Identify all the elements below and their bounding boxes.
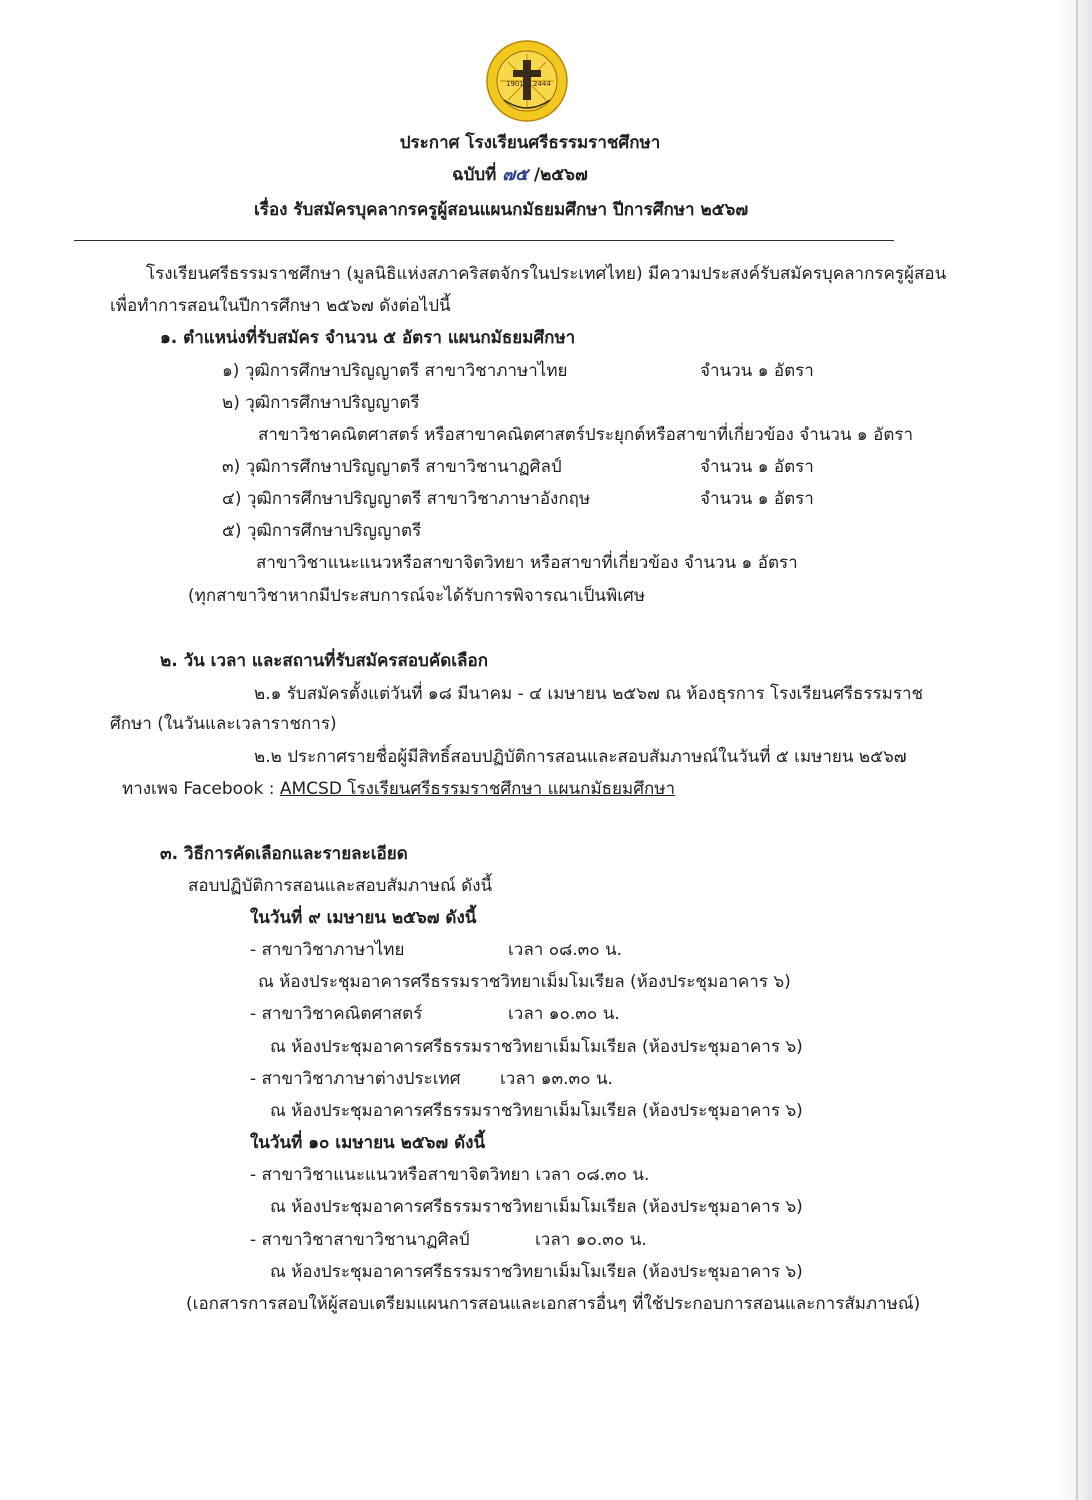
position-5-detail: สาขาวิชาแนะแนวหรือสาขาจิตวิทยา หรือสาขาที่เกี่ยวข้อง จำนวน ๑ อัตรา — [256, 553, 798, 573]
position-1-count: จำนวน ๑ อัตรา — [700, 361, 814, 381]
day1-foreign-lang-place: ณ ห้องประชุมอาคารศรีธรรมราชวิทยาเม็มโมเรียล (ห้องประชุมอาคาร ๖) — [270, 1101, 803, 1121]
announcement-date-line: ๒.๒ ประกาศรายชื่อผู้มีสิทธิ์สอบปฏิบัติการสอนและสอบสัมภาษณ์ในวันที่ ๕ เมษายน ๒๕๖๗ — [254, 747, 907, 767]
announcement-title: ประกาศ โรงเรียนศรีธรรมราชศึกษา — [399, 133, 661, 153]
section3-heading: ๓. วิธีการคัดเลือกและรายละเอียด — [160, 844, 408, 864]
position-3: ๓) วุฒิการศึกษาปริญญาตรี สาขาวิชานาฏศิลป์ — [222, 457, 562, 477]
issue-number-handwritten: ๗๕ — [502, 165, 528, 185]
issue-suffix: /๒๕๖๗ — [533, 165, 588, 185]
facebook-page-link[interactable]: AMCSD โรงเรียนศรีธรรมราชศึกษา แผนกมัธยมศึกษา — [279, 779, 676, 799]
day1-heading: ในวันที่ ๙ เมษายน ๒๕๖๗ ดังนี้ — [250, 908, 477, 928]
position-4: ๔) วุฒิการศึกษาปริญญาตรี สาขาวิชาภาษาอังกฤษ — [222, 489, 591, 509]
header-divider — [74, 240, 894, 241]
issue-prefix: ฉบับที่ — [452, 165, 497, 185]
section2-heading: ๒. วัน เวลา และสถานที่รับสมัครสอบคัดเลือก — [160, 651, 488, 671]
day1-foreign-lang-time: เวลา ๑๓.๓๐ น. — [500, 1069, 613, 1089]
subject-line: เรื่อง รับสมัครบุคลากรครูผู้สอนแผนกมัธยมศึกษา ปีการศึกษา ๒๕๖๗ — [254, 200, 749, 220]
school-seal-logo — [486, 40, 568, 122]
intro-line-2: เพื่อทำการสอนในปีการศึกษา ๒๕๖๗ ดังต่อไปนี้ — [110, 296, 451, 316]
day2-guidance-place: ณ ห้องประชุมอาคารศรีธรรมราชวิทยาเม็มโมเรียล (ห้องประชุมอาคาร ๖) — [270, 1197, 803, 1217]
position-2: ๒) วุฒิการศึกษาปริญญาตรี — [222, 393, 420, 413]
seal-year-left: 1901 — [506, 80, 524, 88]
facebook-prefix: ทางเพจ Facebook : — [122, 779, 280, 799]
position-3-count: จำนวน ๑ อัตรา — [700, 457, 814, 477]
position-4-count: จำนวน ๑ อัตรา — [700, 489, 814, 509]
day2-dance-subject: - สาขาวิชาสาขาวิชานาฏศิลป์ — [250, 1230, 470, 1250]
issue-number-line — [452, 164, 588, 186]
position-1: ๑) วุฒิการศึกษาปริญญาตรี สาขาวิชาภาษาไทย — [222, 361, 568, 381]
day1-math-place: ณ ห้องประชุมอาคารศรีธรรมราชวิทยาเม็มโมเรียล (ห้องประชุมอาคาร ๖) — [270, 1037, 803, 1057]
section1-note: (ทุกสาขาวิชาหากมีประสบการณ์จะได้รับการพิจารณาเป็นพิเศษ — [188, 586, 646, 606]
day1-thai-time: เวลา ๐๘.๓๐ น. — [508, 940, 623, 960]
day2-guidance-subject: - สาขาวิชาแนะแนวหรือสาขาจิตวิทยา เวลา ๐๘.๓๐ น. — [250, 1165, 650, 1185]
position-5: ๕) วุฒิการศึกษาปริญญาตรี — [222, 521, 422, 541]
day2-heading: ในวันที่ ๑๐ เมษายน ๒๕๖๗ ดังนี้ — [250, 1133, 486, 1153]
day2-dance-time: เวลา ๑๐.๓๐ น. — [535, 1230, 647, 1250]
day1-math-time: เวลา ๑๐.๓๐ น. — [508, 1004, 620, 1024]
seal-year-right: 2444 — [533, 80, 551, 88]
facebook-line — [122, 778, 675, 800]
day1-thai-place: ณ ห้องประชุมอาคารศรีธรรมราชวิทยาเม็มโมเรียล (ห้องประชุมอาคาร ๖) — [258, 972, 791, 992]
position-2-detail: สาขาวิชาคณิตศาสตร์ หรือสาขาคณิตศาสตร์ประยุกต์หรือสาขาที่เกี่ยวข้อง จำนวน ๑ อัตรา — [258, 425, 914, 445]
day1-math-subject: - สาขาวิชาคณิตศาสตร์ — [250, 1004, 423, 1024]
day1-foreign-lang-subject: - สาขาวิชาภาษาต่างประเทศ — [250, 1069, 461, 1089]
intro-line-1: โรงเรียนศรีธรรมราชศึกษา (มูลนิธิแห่งสภาคริสตจักรในประเทศไทย) มีความประสงค์รับสมัครบุคลากรครูผู้สอน — [146, 264, 947, 284]
application-period-line-1: ๒.๑ รับสมัครตั้งแต่วันที่ ๑๘ มีนาคม - ๔ เมษายน ๒๕๖๗ ณ ห้องธุรการ โรงเรียนศรีธรรมราช — [254, 684, 924, 704]
page-edge-shadow — [1054, 0, 1092, 1500]
section3-note: (เอกสารการสอบให้ผู้สอบเตรียมแผนการสอนและเอกสารอื่นๆ ที่ใช้ประกอบการสอนและการสัมภาษณ์) — [186, 1294, 921, 1314]
day2-dance-place: ณ ห้องประชุมอาคารศรีธรรมราชวิทยาเม็มโมเรียล (ห้องประชุมอาคาร ๖) — [270, 1262, 803, 1282]
section1-heading: ๑. ตำแหน่งที่รับสมัคร จำนวน ๕ อัตรา แผนกมัธยมศึกษา — [160, 328, 576, 348]
section3-intro: สอบปฏิบัติการสอนและสอบสัมภาษณ์ ดังนี้ — [188, 876, 493, 896]
application-period-line-2: ศึกษา (ในวันและเวลาราชการ) — [110, 714, 337, 734]
day1-thai-subject: - สาขาวิชาภาษาไทย — [250, 940, 405, 960]
